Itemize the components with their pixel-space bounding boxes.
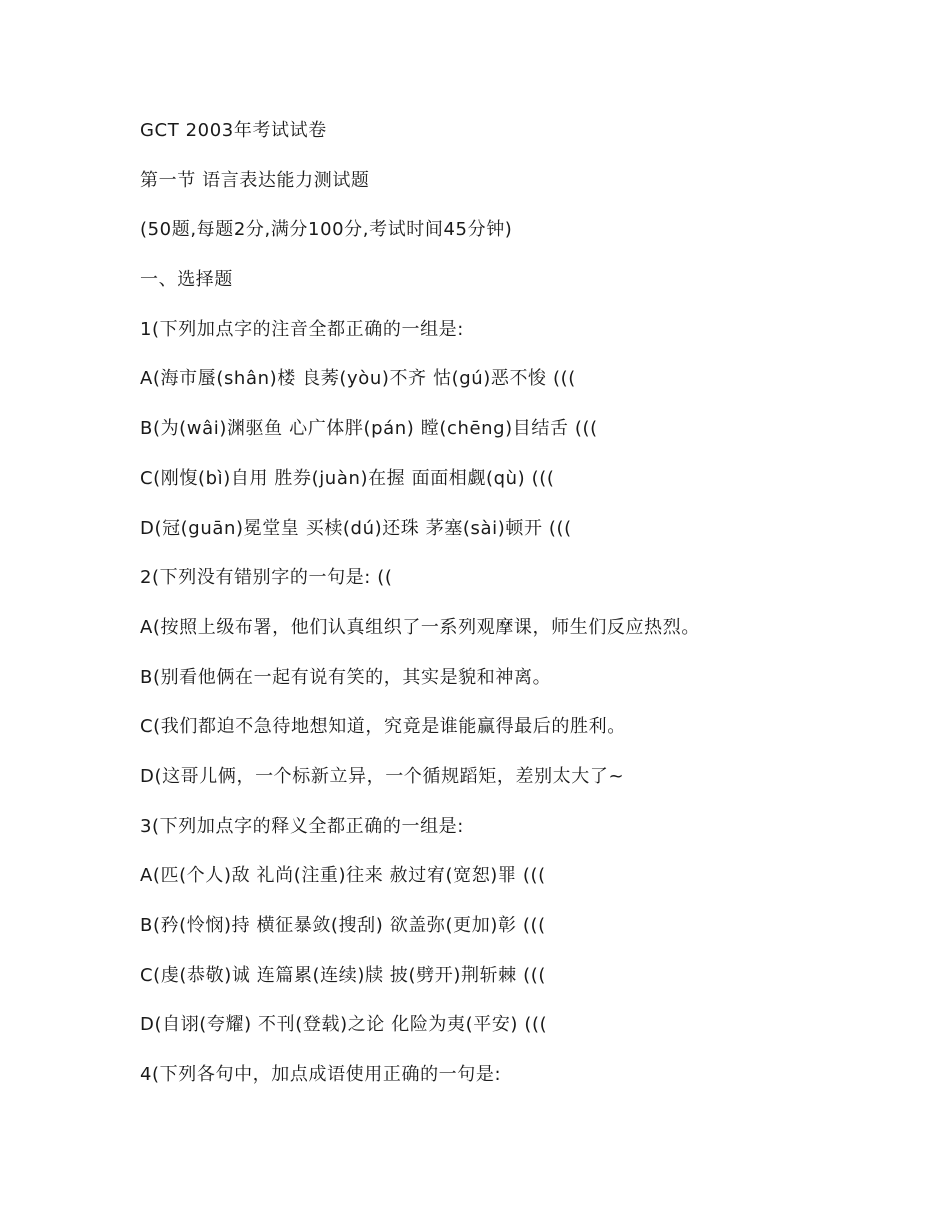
option-d: D(自诩(夸耀) 不刊(登载)之论 化险为夷(平安) (((	[140, 1014, 548, 1036]
option-c: C(刚愎(bì)自用 胜券(juàn)在握 面面相觑(qù) (((	[140, 467, 555, 489]
document-page	[140, 116, 920, 1110]
option-a: A(匹(个人)敌 礼尚(注重)往来 赦过宥(宽恕)罪 (((	[140, 865, 546, 887]
question-stem: 1(下列加点字的注音全都正确的一组是:	[140, 318, 464, 340]
option-c: C(虔(恭敬)诚 连篇累(连续)牍 披(劈开)荆斩棘 (((	[140, 964, 546, 986]
document-title: GCT 2003年考试试卷	[140, 120, 327, 141]
option-b: B(为(wâi)渊驱鱼 心广体胖(pán) 瞠(chēng)目结舌 (((	[140, 418, 598, 440]
question-4	[140, 1060, 920, 1110]
option-b: B(别看他俩在一起有说有笑的，其实是貌和神离。	[140, 666, 552, 688]
option-a: A(海市蜃(shân)楼 良莠(yòu)不齐 怙(gú)恶不悛 (((	[140, 368, 576, 390]
question-2	[140, 563, 920, 811]
option-d: D(冠(guān)冕堂皇 买椟(dú)还珠 茅塞(sài)顿开 (((	[140, 517, 572, 539]
question-1	[140, 315, 920, 563]
option-b: B(矜(怜悯)持 横征暴敛(搜刮) 欲盖弥(更加)彰 (((	[140, 915, 546, 936]
question-stem: 3(下列加点字的释义全都正确的一组是:	[140, 815, 464, 837]
question-3	[140, 812, 920, 1060]
option-c: C(我们都迫不急待地想知道，究竟是谁能赢得最后的胜利。	[140, 716, 626, 738]
section-heading: 第一节 语言表达能力测试题	[140, 169, 370, 191]
part-heading: 一、选择题	[140, 269, 233, 291]
exam-info: (50题,每题2分,满分100分,考试时间45分钟)	[140, 219, 513, 241]
option-d: D(这哥儿俩，一个标新立异，一个循规蹈矩，差别太大了~	[140, 765, 625, 787]
option-a: A(按照上级布署，他们认真组织了一系列观摩课，师生们反应热烈。	[140, 616, 700, 638]
question-stem: 4(下列各句中，加点成语使用正确的一句是:	[140, 1064, 502, 1086]
question-stem: 2(下列没有错别字的一句是: ((	[140, 567, 393, 589]
